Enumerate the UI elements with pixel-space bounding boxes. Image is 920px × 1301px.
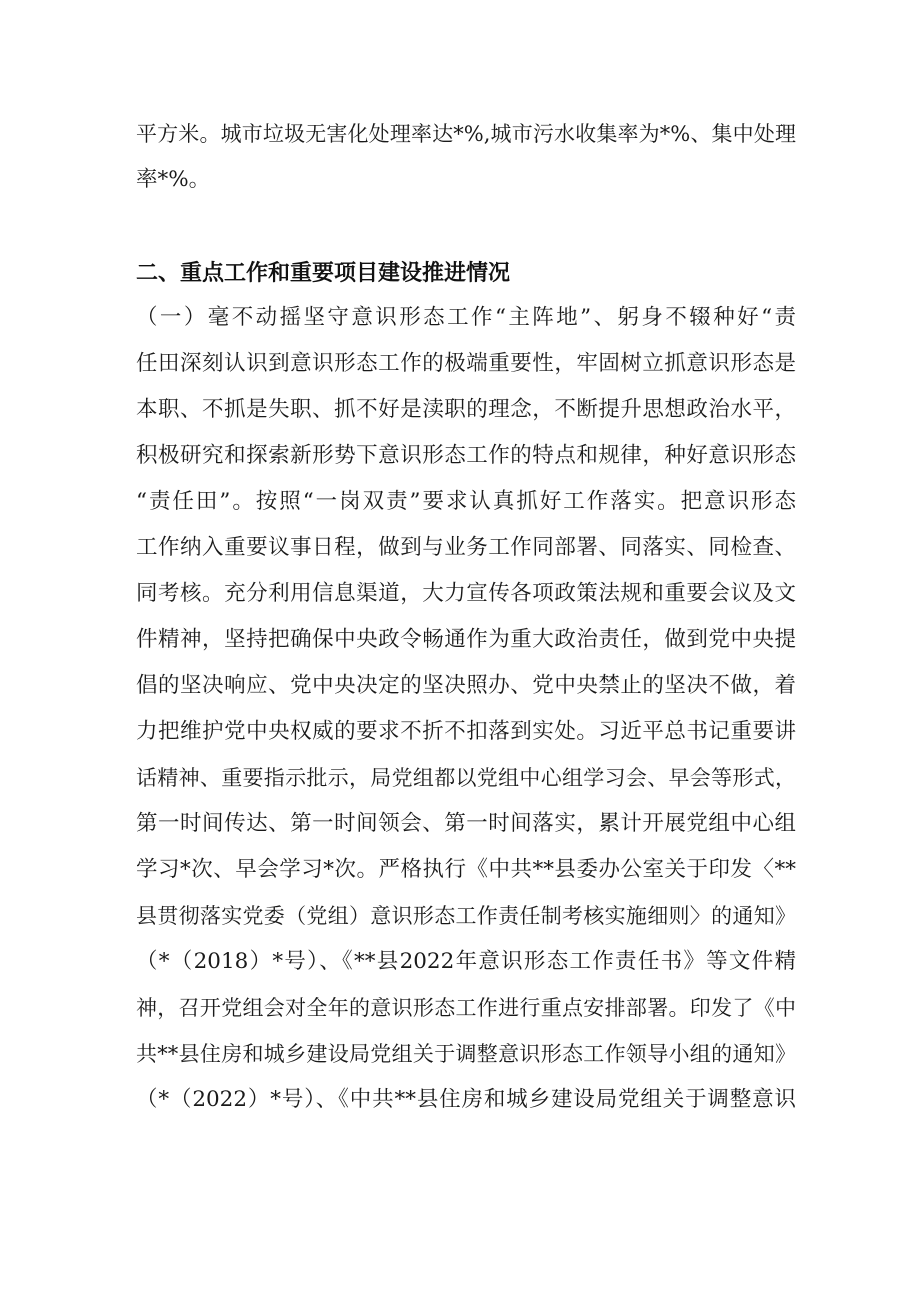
- body-line-13: 学习*次、早会学习*次。严格执行《中共**县委办公室关于印发〈**: [136, 857, 796, 882]
- body-line-6: 工作纳入重要议事日程，做到与业务工作同部署、同落实、同检查、: [136, 535, 796, 560]
- body-line-5: “责任田”。按照“一岗双责”要求认真抓好工作落实。把意识形态: [136, 489, 796, 514]
- body-line-4: 积极研究和探索新形势下意识形态工作的特点和规律，种好意识形态: [136, 443, 796, 468]
- body-line-2: 任田深刻认识到意识形态工作的极端重要性，牢固树立抓意识形态是: [136, 351, 796, 376]
- section-heading: 二、重点工作和重要项目建设推进情况: [136, 261, 511, 286]
- intro-line-1: 平方米。城市垃圾无害化处理率达*%,城市污水收集率为*%、集中处理: [136, 122, 796, 146]
- body-line-15: （*（2018）*号）、《**县2022年意识形态工作责任书》等文件精: [136, 949, 796, 974]
- body-line-7: 同考核。充分利用信息渠道，大力宣传各项政策法规和重要会议及文: [136, 581, 796, 606]
- body-line-12: 第一时间传达、第一时间领会、第一时间落实，累计开展党组中心组: [136, 811, 796, 836]
- body-line-1: （一）毫不动摇坚守意识形态工作“主阵地”、躬身不辍种好“责: [136, 305, 796, 330]
- body-line-9: 倡的坚决响应、党中央决定的坚决照办、党中央禁止的坚决不做，着: [136, 673, 796, 698]
- body-line-14: 县贯彻落实党委（党组）意识形态工作责任制考核实施细则〉的通知》: [136, 904, 796, 928]
- body-line-11: 话精神、重要指示批示，局党组都以党组中心组学习会、早会等形式，: [136, 766, 796, 790]
- body-line-18: （*（2022）*号）、《中共**县住房和城乡建设局党组关于调整意识: [136, 1087, 796, 1112]
- body-line-17: 共**县住房和城乡建设局党组关于调整意识形态工作领导小组的通知》: [136, 1042, 796, 1066]
- body-line-10: 力把维护党中央权威的要求不折不扣落到实处。习近平总书记重要讲: [136, 719, 796, 744]
- body-line-3: 本职、不抓是失职、抓不好是渎职的理念，不断提升思想政治水平，: [136, 397, 796, 422]
- body-line-8: 件精神，坚持把确保中央政令畅通作为重大政治责任，做到党中央提: [136, 627, 796, 652]
- body-line-16: 神，召开党组会对全年的意识形态工作进行重点安排部署。印发了《中: [136, 996, 796, 1020]
- intro-line-2: 率*%。: [136, 167, 211, 192]
